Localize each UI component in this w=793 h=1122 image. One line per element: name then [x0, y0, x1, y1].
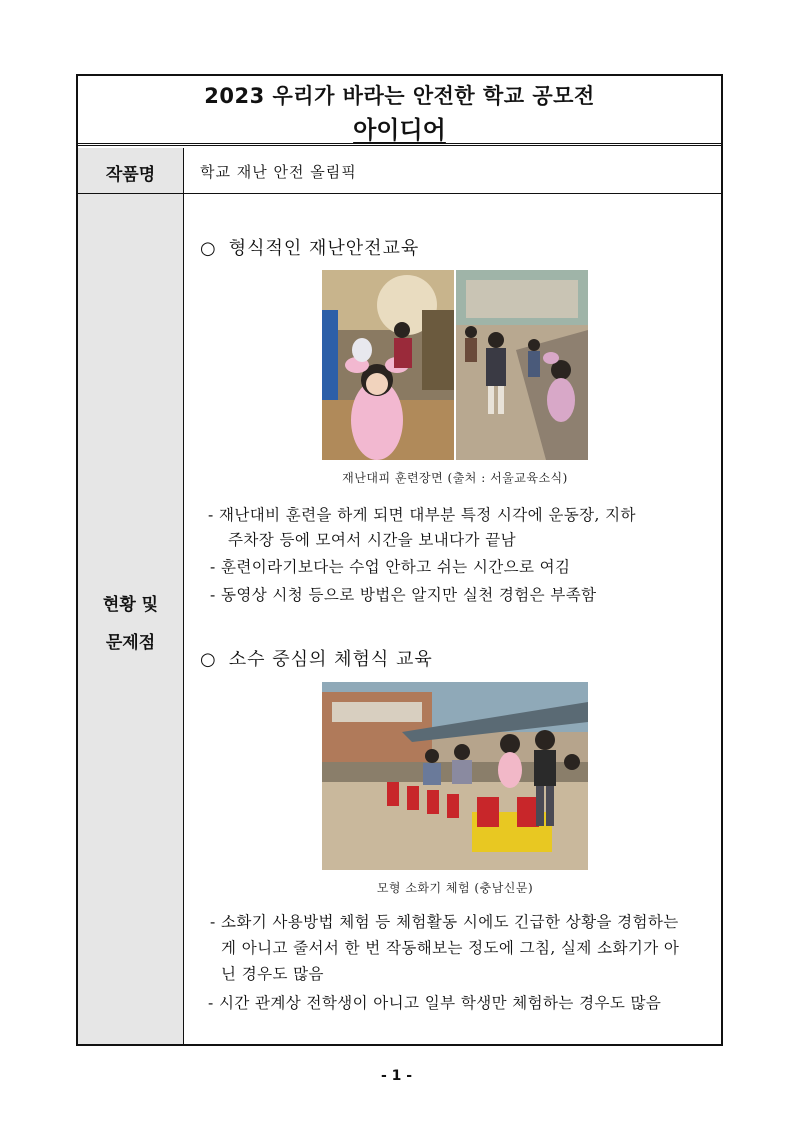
- work-name-value: 학교 재난 안전 올림픽: [200, 163, 357, 181]
- circle-bullet-icon: ○: [200, 649, 217, 670]
- page-number: - 1 -: [380, 1068, 413, 1084]
- document-title: 2023 우리가 바라는 안전한 학교 공모전: [204, 84, 595, 108]
- title-block: [78, 76, 721, 146]
- evacuation-drill-photo-right: [456, 270, 588, 460]
- evacuation-drill-photo-left: [322, 270, 454, 460]
- document-table: [76, 74, 723, 1046]
- photo-caption-2: 모형 소화기 체험 (충남신문): [376, 881, 534, 895]
- status-label-cell: [78, 194, 184, 1044]
- section1-line-1: - 재난대비 훈련을 하게 되면 대부분 특정 시각에 운동장, 지하: [208, 506, 636, 524]
- fire-extinguisher-photo: [322, 682, 588, 870]
- section2-line-1: - 소화기 사용방법 체험 등 체험활동 시에도 긴급한 상황을 경험하는: [210, 913, 679, 931]
- status-label-line1: 현황 및: [102, 595, 159, 615]
- status-label-line2: 문제점: [105, 633, 156, 653]
- circle-bullet-icon: ○: [200, 238, 217, 259]
- document-subtitle: 아이디어: [353, 116, 446, 144]
- photo-caption-1: 재난대피 훈련장면 (출처 : 서울교육소식): [342, 471, 568, 485]
- work-name-row: [78, 148, 721, 194]
- section2-line-4: - 시간 관계상 전학생이 아니고 일부 학생만 체험하는 경우도 많음: [208, 994, 662, 1012]
- section-heading-2: ○ 소수 중심의 체험식 교육: [200, 649, 433, 670]
- section1-line-3: - 훈련이라기보다는 수업 안하고 쉬는 시간으로 여김: [210, 558, 571, 576]
- section-heading-1: ○ 형식적인 재난안전교육: [200, 238, 420, 259]
- work-name-label-cell: [78, 148, 184, 193]
- work-name-label: 작품명: [105, 165, 156, 185]
- section2-line-3: 닌 경우도 많음: [221, 965, 324, 983]
- section1-line-2: 주차장 등에 모여서 시간을 보내다가 끝남: [228, 531, 516, 549]
- section1-line-4: - 동영상 시청 등으로 방법은 알지만 실천 경험은 부족함: [210, 586, 597, 604]
- status-row: [78, 194, 721, 1044]
- section2-line-2: 게 아니고 줄서서 한 번 작동해보는 정도에 그침, 실제 소화기가 아: [221, 939, 680, 957]
